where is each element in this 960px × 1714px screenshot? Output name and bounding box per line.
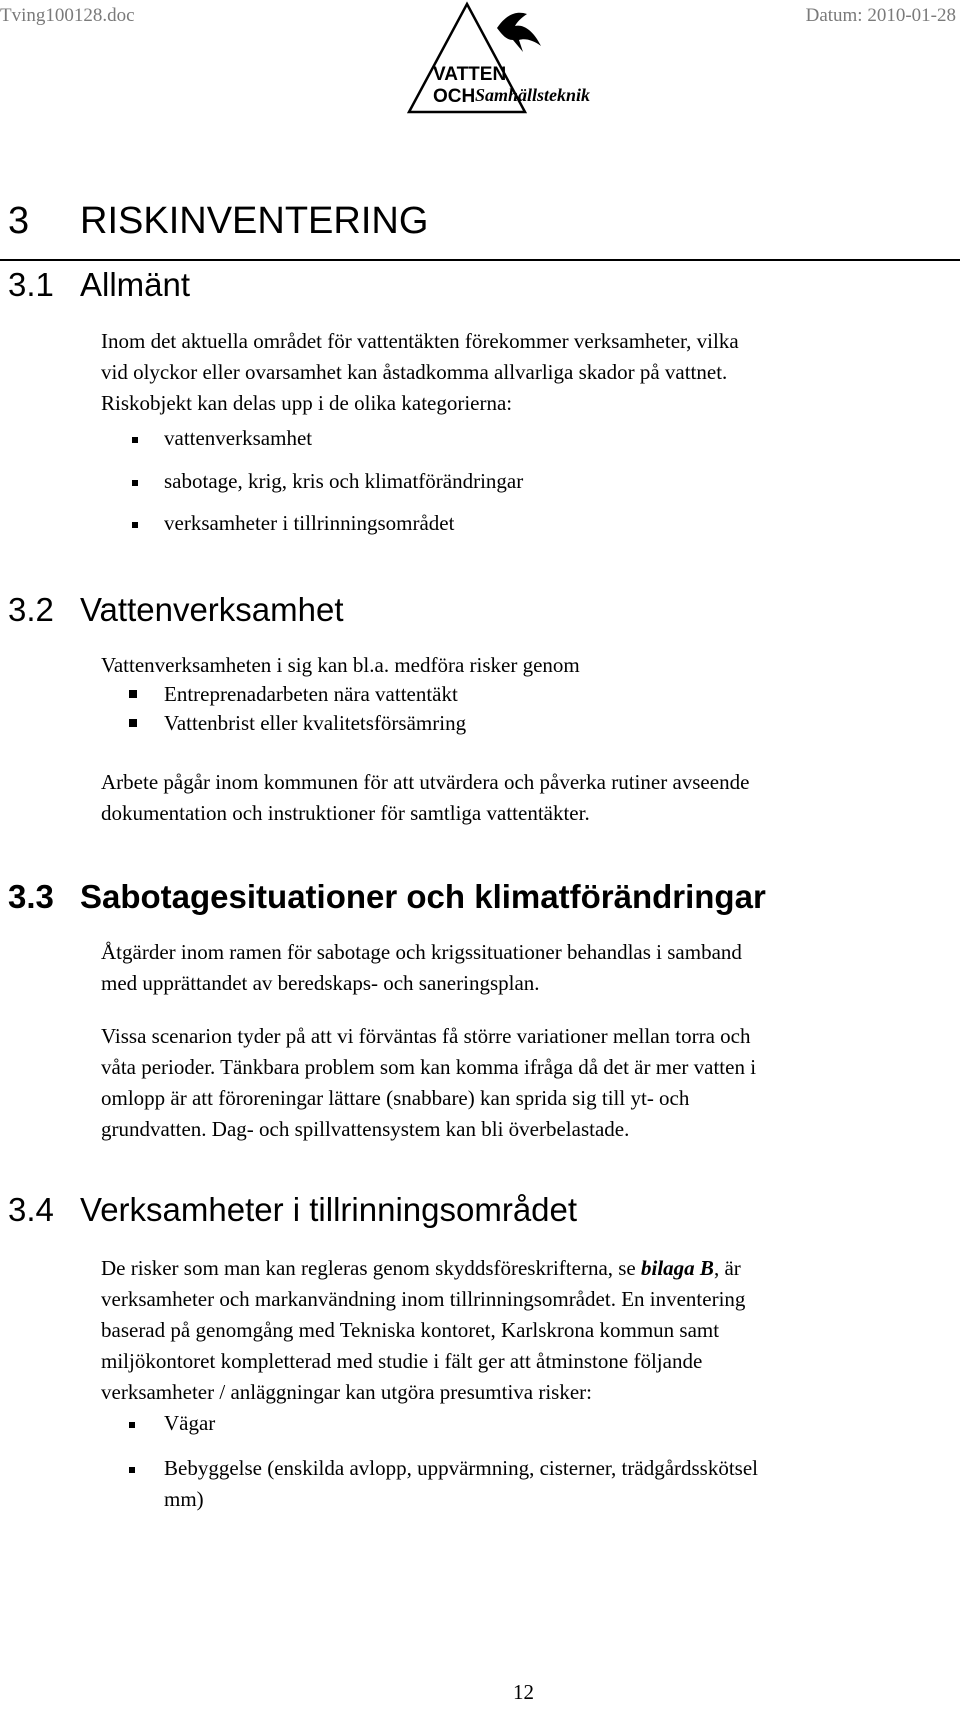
paragraph-line: grundvatten. Dag- och spillvattensystem kan bli överbelastade. <box>101 1117 630 1141</box>
chapter-title: RISKINVENTERING <box>80 200 429 242</box>
section-3-1-paragraph <box>101 326 941 419</box>
section-3-4-heading <box>8 1193 577 1226</box>
section-3-2-intro: Vattenverksamheten i sig kan bl.a. medföra risker genom <box>101 653 580 677</box>
paragraph-line: Inom det aktuella området för vattentäkten förekommer verksamheter, vilka <box>101 329 739 353</box>
bullet-marker <box>132 480 138 486</box>
paragraph-line: med upprättandet av beredskaps- och saneringsplan. <box>101 971 540 995</box>
section-number: 3.3 <box>8 878 54 915</box>
bullet-marker <box>129 690 137 698</box>
section-3-1-heading <box>8 268 190 301</box>
bullet-marker <box>132 522 138 528</box>
paragraph-line: verksamheter och markanvändning inom tillrinningsområdet. En inventering <box>101 1287 746 1311</box>
section-title: Sabotagesituationer och klimatförändringar <box>80 878 766 915</box>
paragraph-text: De risker som man kan regleras genom skyddsföreskrifterna, se <box>101 1256 642 1280</box>
paragraph-line: Åtgärder inom ramen för sabotage och krigssituationer behandlas i samband <box>101 940 742 964</box>
paragraph-line: Vissa scenarion tyder på att vi förväntas få större variationer mellan torra och <box>101 1024 751 1048</box>
section-number: 3.2 <box>8 591 54 628</box>
vatten-samhallsteknik-logo <box>405 0 655 130</box>
paragraph-line: vid olyckor eller ovarsamhet kan åstadkomma allvarliga skador på vattnet. <box>101 360 728 384</box>
bullet-marker <box>129 1467 135 1473</box>
paragraph-line: Riskobjekt kan delas upp i de olika kategorierna: <box>101 391 513 415</box>
section-number: 3.4 <box>8 1191 54 1228</box>
paragraph-line: omlopp är att föroreningar lättare (snabbare) kan sprida sig till yt- och <box>101 1086 690 1110</box>
document-filename: Tving100128.doc <box>0 5 135 26</box>
bullet-marker <box>129 1422 135 1428</box>
list-item: Entreprenadarbeten nära vattentäkt <box>164 682 458 706</box>
heading-rule <box>0 259 960 261</box>
section-number: 3.1 <box>8 266 54 303</box>
bullet-marker <box>132 437 138 443</box>
section-3-3-heading <box>8 880 766 913</box>
paragraph-line: baserad på genomgång med Tekniska kontoret, Karlskrona kommun samt <box>101 1318 720 1342</box>
list-item: sabotage, krig, kris och klimatförändringar <box>164 469 524 493</box>
paragraph-line: dokumentation och instruktioner för samtliga vattentäkter. <box>101 801 590 825</box>
list-item: Vägar <box>164 1411 216 1435</box>
section-title: Allmänt <box>80 266 191 303</box>
section-3-2-heading <box>8 593 344 626</box>
paragraph-line: Arbete pågår inom kommunen för att utvärdera och påverka rutiner avseende <box>101 770 750 794</box>
list-item: verksamheter i tillrinningsområdet <box>164 511 455 535</box>
paragraph-text: , är <box>713 1256 741 1280</box>
chapter-number: 3 <box>8 200 30 242</box>
list-item: Vattenbrist eller kvalitetsförsämring <box>164 711 467 735</box>
paragraph-line: verksamheter / anläggningar kan utgöra presumtiva risker: <box>101 1380 592 1404</box>
section-3-3-paragraph-2 <box>101 1021 941 1145</box>
section-title: Vattenverksamhet <box>80 591 344 628</box>
bullet-marker <box>129 719 137 727</box>
paragraph-line: miljökontoret kompletterad med studie i fält ger att åtminstone följande <box>101 1349 703 1373</box>
section-title: Verksamheter i tillrinningsområdet <box>80 1191 578 1228</box>
section-3-2-paragraph <box>101 767 941 829</box>
logo-text-och: OCH <box>433 86 476 107</box>
list-item-continuation: mm) <box>164 1487 204 1511</box>
bilaga-reference: bilaga B <box>641 1256 714 1280</box>
chapter-heading <box>8 202 428 240</box>
logo-text-samhallsteknik: Samhällsteknik <box>475 85 591 105</box>
section-3-3-paragraph-1 <box>101 937 941 999</box>
section-3-4-paragraph <box>101 1253 941 1408</box>
page-number: 12 <box>513 1680 534 1704</box>
list-item: vattenverksamhet <box>164 426 313 450</box>
list-item: Bebyggelse (enskilda avlopp, uppvärmning, cisterner, trädgårdsskötsel <box>164 1456 759 1480</box>
logo-text-vatten: VATTEN <box>433 64 507 85</box>
logo-triangle-bird-icon <box>405 0 655 130</box>
paragraph-line <box>101 1253 941 1284</box>
paragraph-line: våta perioder. Tänkbara problem som kan komma ifråga då det är mer vatten i <box>101 1055 757 1079</box>
document-date: Datum: 2010-01-28 <box>805 5 956 26</box>
